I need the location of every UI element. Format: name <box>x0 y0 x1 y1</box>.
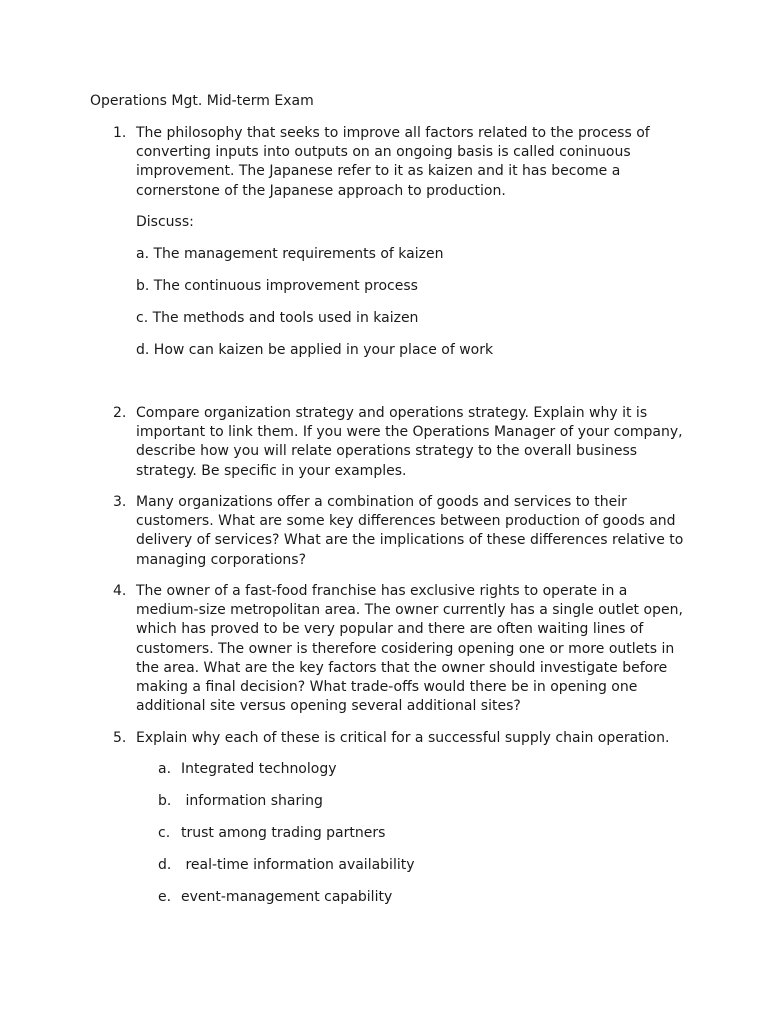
question-text <box>136 493 696 570</box>
question-line: improvement. The Japanese refer to it as kaizen and it has become a <box>136 163 621 180</box>
option-letter: d. <box>158 857 172 873</box>
option-letter: b. <box>158 793 172 809</box>
discuss-item: d. How can kaizen be applied in your place of work <box>136 342 494 358</box>
question-line: Compare organization strategy and operations strategy. Explain why it is <box>136 405 648 421</box>
question-text <box>136 729 696 748</box>
option-text: real-time information availability <box>181 857 415 873</box>
document-title: Operations Mgt. Mid-term Exam <box>90 93 314 109</box>
discuss-label: Discuss: <box>136 214 194 230</box>
question-line: converting inputs into outputs on an ongoing basis is called coninuous <box>136 144 631 161</box>
question-line: making a final decision? What trade-offs would there be in opening one <box>136 679 638 696</box>
option-text: information sharing <box>181 793 323 809</box>
option-item <box>0 792 768 810</box>
question-line: cornerstone of the Japanese approach to production. <box>136 182 506 199</box>
question-line: important to link them. If you were the Operations Manager of your company, <box>136 424 683 441</box>
discuss-item: c. The methods and tools used in kaizen <box>136 310 419 326</box>
question-line: describe how you will relate operations strategy to the overall business <box>136 443 638 460</box>
option-letter: e. <box>158 889 172 905</box>
discuss-item: a. The management requirements of kaizen <box>136 246 444 262</box>
question-number: 4. <box>113 583 127 599</box>
question-line: the area. What are the key factors that the owner should investigate before <box>136 659 668 676</box>
question-text <box>136 124 696 201</box>
option-text: Integrated technology <box>181 761 337 777</box>
option-item <box>0 760 768 778</box>
discuss-item: b. The continuous improvement process <box>136 278 418 294</box>
question-line: Explain why each of these is critical for a successful supply chain operation. <box>136 730 670 746</box>
question-line: The owner of a fast-food franchise has exclusive rights to operate in a <box>136 583 628 599</box>
question-text <box>136 582 696 716</box>
question-line: customers. What are some key differences between production of goods and <box>136 513 676 530</box>
option-letter: c. <box>158 825 171 841</box>
option-text: trust among trading partners <box>181 825 386 841</box>
question-line: strategy. Be specific in your examples. <box>136 462 407 479</box>
option-text: event-management capability <box>181 889 393 905</box>
question-text <box>136 404 696 481</box>
question-number: 2. <box>113 405 127 421</box>
option-item <box>0 856 768 874</box>
question-number: 3. <box>113 494 127 510</box>
question-number: 1. <box>113 125 127 141</box>
option-letter: a. <box>158 761 172 777</box>
question-number: 5. <box>113 730 127 746</box>
question-line: Many organizations offer a combination of goods and services to their <box>136 494 627 510</box>
question-line: medium-size metropolitan area. The owner currently has a single outlet open, <box>136 602 683 619</box>
question-line: additional site versus opening several additional sites? <box>136 698 521 715</box>
option-item <box>0 824 768 842</box>
question-line: The philosophy that seeks to improve all factors related to the process of <box>136 125 650 141</box>
question-line: managing corporations? <box>136 551 307 568</box>
option-item <box>0 888 768 906</box>
question-line: delivery of services? What are the implications of these differences relative to <box>136 532 684 549</box>
question-line: which has proved to be very popular and there are often waiting lines of <box>136 621 644 638</box>
question-line: customers. The owner is therefore cosidering opening one or more outlets in <box>136 640 675 657</box>
